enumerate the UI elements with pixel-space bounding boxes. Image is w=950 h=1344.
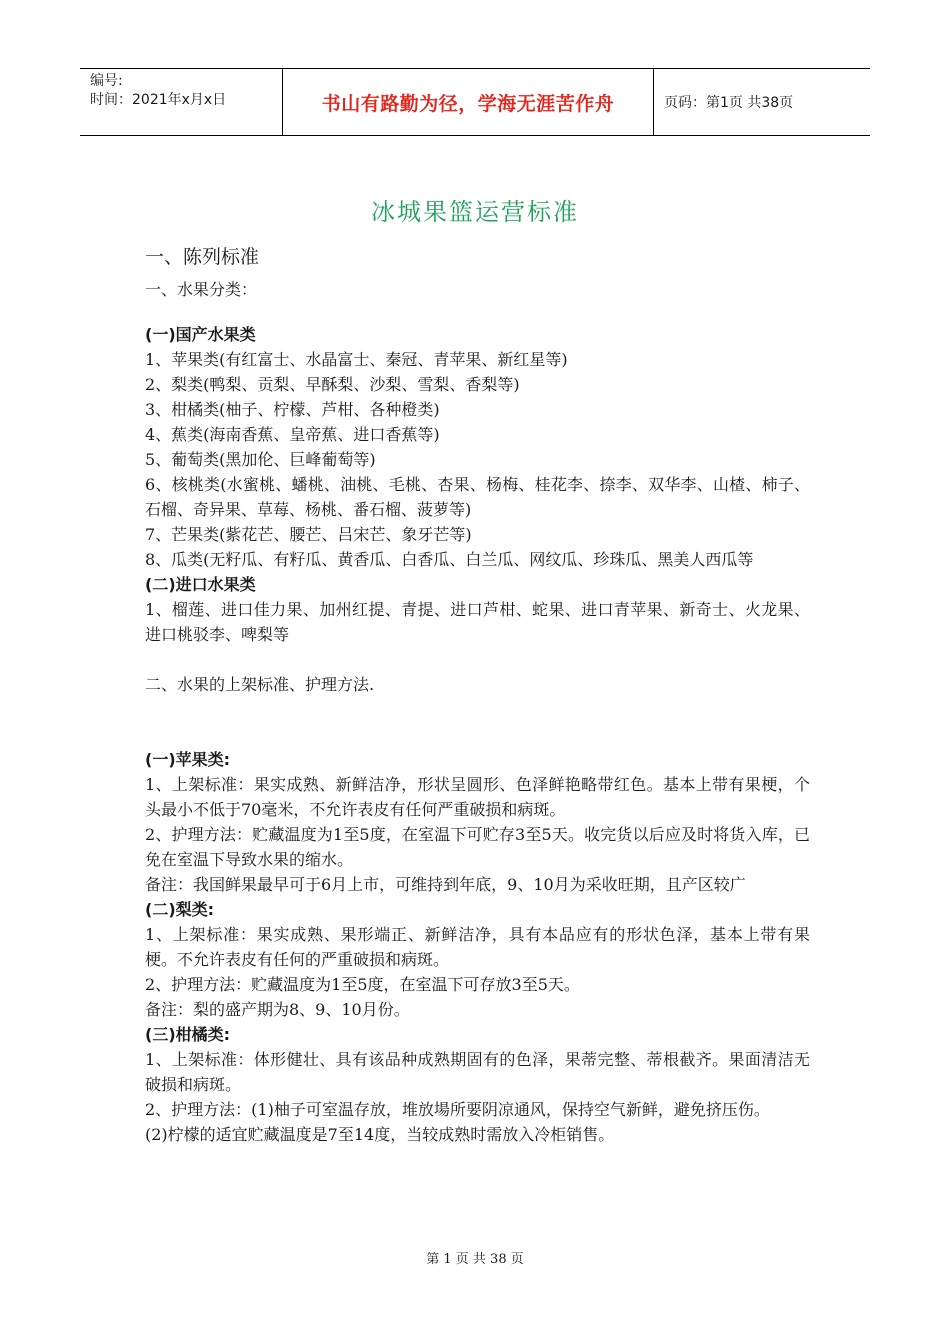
apple-heading: (一)苹果类: (145, 750, 231, 769)
number-label: 编号: (90, 73, 123, 89)
list-item: 1、榴莲、进口佳力果、加州红提、青提、进口芦柑、蛇果、进口青苹果、新奇士、火龙果、进口桃驳李、啤梨等 (145, 600, 810, 644)
domestic-heading: (一)国产水果类 (145, 325, 256, 344)
list-item: 4、蕉类(海南香蕉、皇帝蕉、进口香蕉等) (145, 425, 440, 444)
list-item: 3、柑橘类(柚子、柠檬、芦柑、各种橙类) (145, 400, 440, 419)
list-item: 5、葡萄类(黑加伦、巨峰葡萄等) (145, 450, 376, 469)
paragraph: 1、上架标准：果实成熟、新鲜洁净，形状呈圆形、色泽鲜艳略带红色。基本上带有果梗，个头最小不低于70毫米，不允许表皮有任何严重破损和病斑。 (145, 775, 810, 819)
paragraph: 2、护理方法：贮藏温度为1至5度，在室温下可存放3至5天。 (145, 975, 580, 994)
paragraph: 2、护理方法：贮藏温度为1至5度，在室温下可贮存3至5天。收完货以后应及时将货入库，已免在室温下导致水果的缩水。 (145, 825, 810, 869)
citrus-heading: (三)柑橘类: (145, 1025, 231, 1044)
list-item: 8、瓜类(无籽瓜、有籽瓜、黄香瓜、白香瓜、白兰瓜、网纹瓜、珍珠瓜、黑美人西瓜等 (145, 550, 754, 569)
subsection-1-title: 一、水果分类： (145, 280, 258, 299)
header-table (80, 68, 870, 136)
imported-heading: (二)进口水果类 (145, 575, 256, 594)
paragraph: 2、护理方法：(1)柚子可室温存放，堆放場所要阴凉通风，保持空气新鲜，避免挤压伤。 (145, 1100, 770, 1119)
section-2-title: 二、水果的上架标准、护理方法. (145, 675, 375, 694)
page-info: 页码：第1页 共38页 (664, 95, 794, 111)
paragraph: (2)柠檬的适宜贮藏温度是7至14度，当较成熟时需放入冷柜销售。 (145, 1125, 615, 1144)
motto: 书山有路勤为径，学海无涯苦作舟 (282, 69, 654, 135)
paragraph: 备注：我国鲜果最早可于6月上市，可维持到年底，9、10月为采收旺期，且产区较广 (145, 875, 746, 894)
pear-heading: (二)梨类: (145, 900, 215, 919)
list-item: 6、核桃类(水蜜桃、蟠桃、油桃、毛桃、杏果、杨梅、桂花李、捺李、双华李、山楂、柿子、石榴、奇异果、草莓、杨桃、番石榴、菠萝等) (145, 475, 810, 519)
paragraph: 1、上架标准：果实成熟、果形端正、新鲜洁净，具有本品应有的形状色泽，基本上带有果梗。不允许表皮有任何的严重破损和病斑。 (145, 925, 810, 969)
header-left-cell (80, 69, 282, 135)
document-title: 冰城果篮运营标准 (371, 198, 579, 226)
section-1-title: 一、陈列标准 (145, 246, 260, 268)
paragraph: 1、上架标准：体形健壮、具有该品种成熟期固有的色泽，果蒂完整、蒂根截齐。果面清洁无破损和病斑。 (145, 1050, 810, 1094)
list-item: 2、梨类(鸭梨、贡梨、早酥梨、沙梨、雪梨、香梨等) (145, 375, 520, 394)
paragraph: 备注：梨的盛产期为8、9、10月份。 (145, 1000, 410, 1019)
list-item: 1、苹果类(有红富士、水晶富士、秦冠、青苹果、新红星等) (145, 350, 568, 369)
time-label: 时间：2021年x月x日 (90, 92, 227, 108)
document-body (145, 242, 810, 1147)
list-item: 7、芒果类(紫花芒、腰芒、吕宋芒、象牙芒等) (145, 525, 472, 544)
page-footer: 第 1 页 共 38 页 (426, 1252, 524, 1267)
